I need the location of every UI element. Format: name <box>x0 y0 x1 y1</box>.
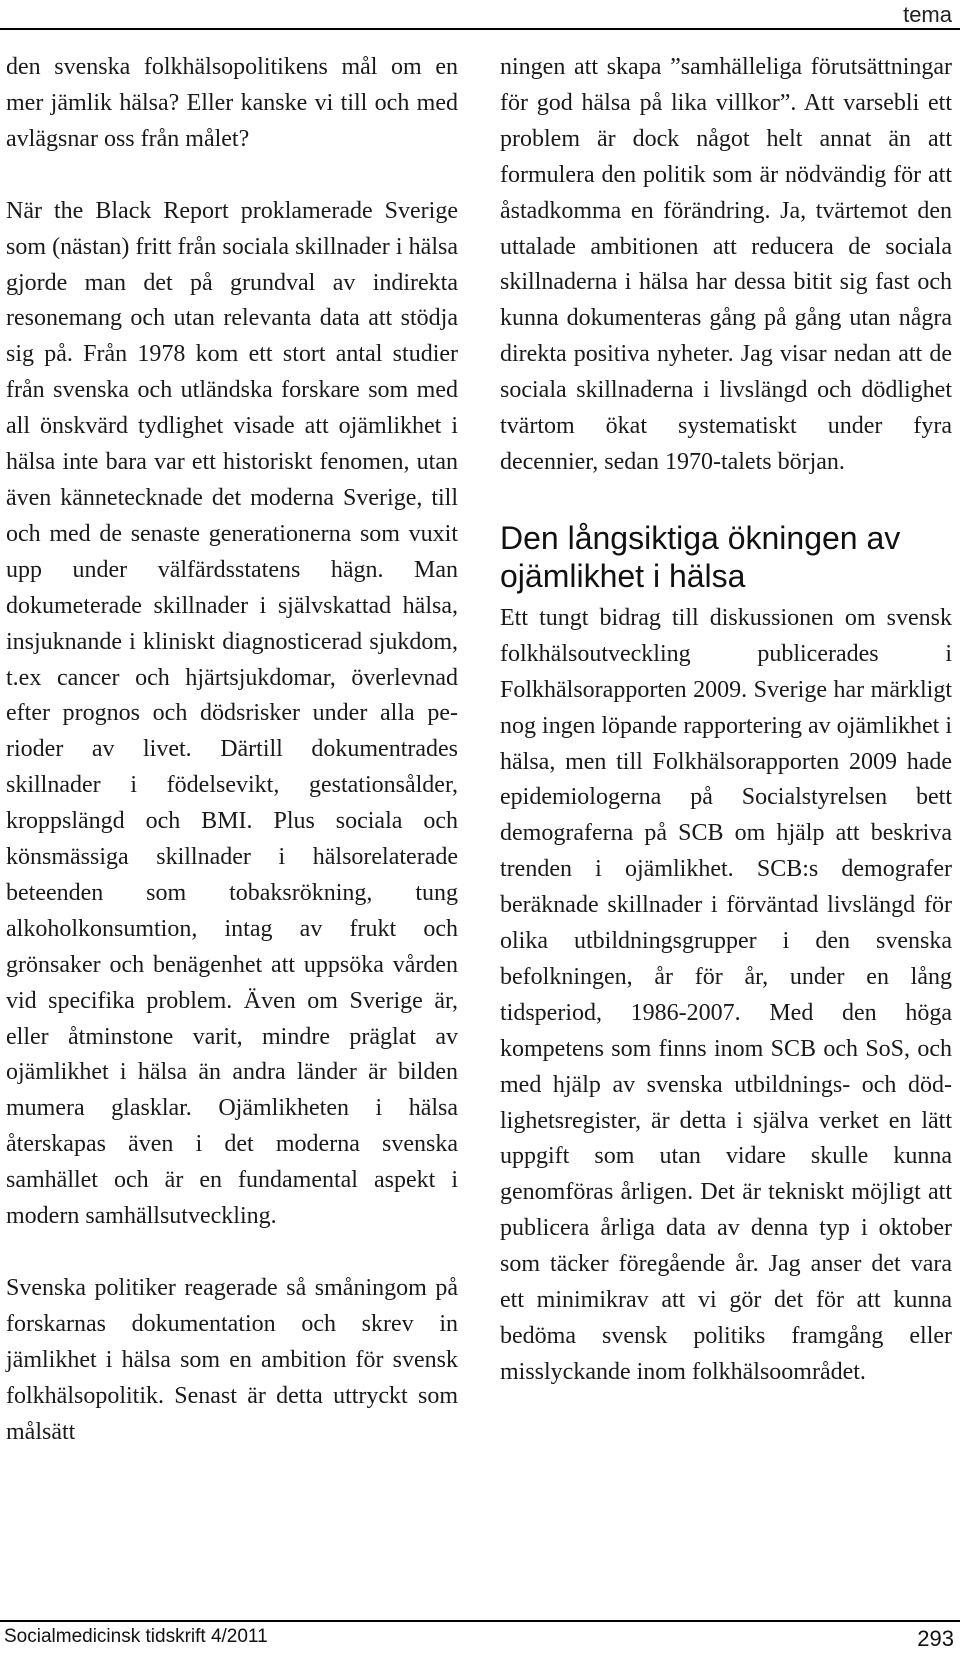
section-heading: Den långsiktiga ökningen av ojämlikhet i hälsa <box>500 519 901 594</box>
page-number: 293 <box>917 1626 954 1651</box>
footer-rule <box>0 1620 960 1622</box>
body-paragraph: ningen att skapa ”samhälleliga förutsättningar för god hälsa på lika villkor”. Att varsebli ett problem är dock något helt annat än att formulera den politik som är nödvändig för att åstadkomma en förändring. Ja, tvärtemot den uttalade ambitionen att reducera de sociala skillnaderna i hälsa har dessa bitit sig fast och kunna dokumenteras gång på gång utan några direkta positiva nyheter. Jag visar nedan att de sociala skillnaderna i livslängd och dödlighet tvärtom ökat systematiskt under fyra decennier, sedan 1970-talets början. <box>500 54 952 475</box>
journal-citation: Socialmedicinsk tidskrift 4/2011 <box>4 1626 268 1647</box>
left-column <box>6 50 458 1451</box>
body-paragraph: den svenska folkhälsopolitikens mål om en mer jämlik hälsa? Eller kanske vi till och med avlägsnar oss från målet? <box>6 54 458 152</box>
header-rule <box>0 28 960 30</box>
body-paragraph: När the Black Report proklamerade Sverige som (nästan) fritt från sociala skillnader i hälsa gjorde man det på grundval av indirekta resonemang och utan relevanta data att stödja sig på. Från 1978 kom ett stort antal studier från svenska och utländska forskare som med all önskvärd tydlighet visade att ojämlikhet i hälsa inte bara var ett historiskt fenomen, utan även kännetecknade det moderna Sverige, till och med de senaste generationerna som vuxit upp under välfärdsstatens hägn. Man dokumeterade skillnader i självskattad hälsa, insjuknande i kliniskt diagnosticerad sjukdom, t.ex cancer och hjärtsjukdomar, överlevnad efter prognos och dödsrisker under alla perioder av livet. Därtill dokumentrades skillnader i födelsevikt, gestationsålder, kroppslängd och BMI. Plus sociala och könsmässiga skillnader i hälsorelaterade beteenden som tobaksrökning, tung alkoholkonsumtion, intag av frukt och grönsaker och benägenhet att uppsöka vården vid specifika problem. Även om Sverige är, eller åtminstone varit, mindre präglat av ojämlikhet i hälsa än andra länder är bilden mumera glasklar. Ojämlikheten i hälsa återskapas även i det moderna svenska samhället och är en fundamental aspekt i modern samhällsutveckling. <box>6 197 458 1230</box>
body-paragraph: Svenska politiker reagerade så småningom på forskarnas dokumentation och skrev in jämlikhet i hälsa som en ambition för svensk folkhälsopolitik. Senast är detta uttryckt som målsätt <box>6 1275 458 1445</box>
section-tag: tema <box>903 2 952 27</box>
body-paragraph: Ett tungt bidrag till diskussionen om svensk folkhälsoutveckling publicerades i Folkhälsorapporten 2009. Sverige har märkligt nog ingen löpande rapportering av ojämlikhet i hälsa, men till Folkhälsorapporten 2009 hade epidemiologerna på Socialstyrelsen bett demograferna på SCB om hjälp att beskriva trenden i ojämlikhet. SCB:s demografer beräknade skillnader i förväntad livslängd för olika utbildningsgrupper i den svenska befolkningen, år för år, under en lång tidsperiod, 1986-2007. Med den höga kompetens som finns inom SCB och SoS, och med hjälp av svenska utbildnings- och dödlighetsregister, är detta i själva verket en lätt uppgift som utan vidare skulle kunna genomföras årligen. Det är tekniskt möjligt att publicera årliga data av denna typ i oktober som täcker föregående år. Jag anser det vara ett minimikrav att vi gör det för att kunna bedöma svensk politiks framgång eller misslyckande inom folkhälsoområdet. <box>500 604 952 1385</box>
right-column <box>500 50 952 1391</box>
